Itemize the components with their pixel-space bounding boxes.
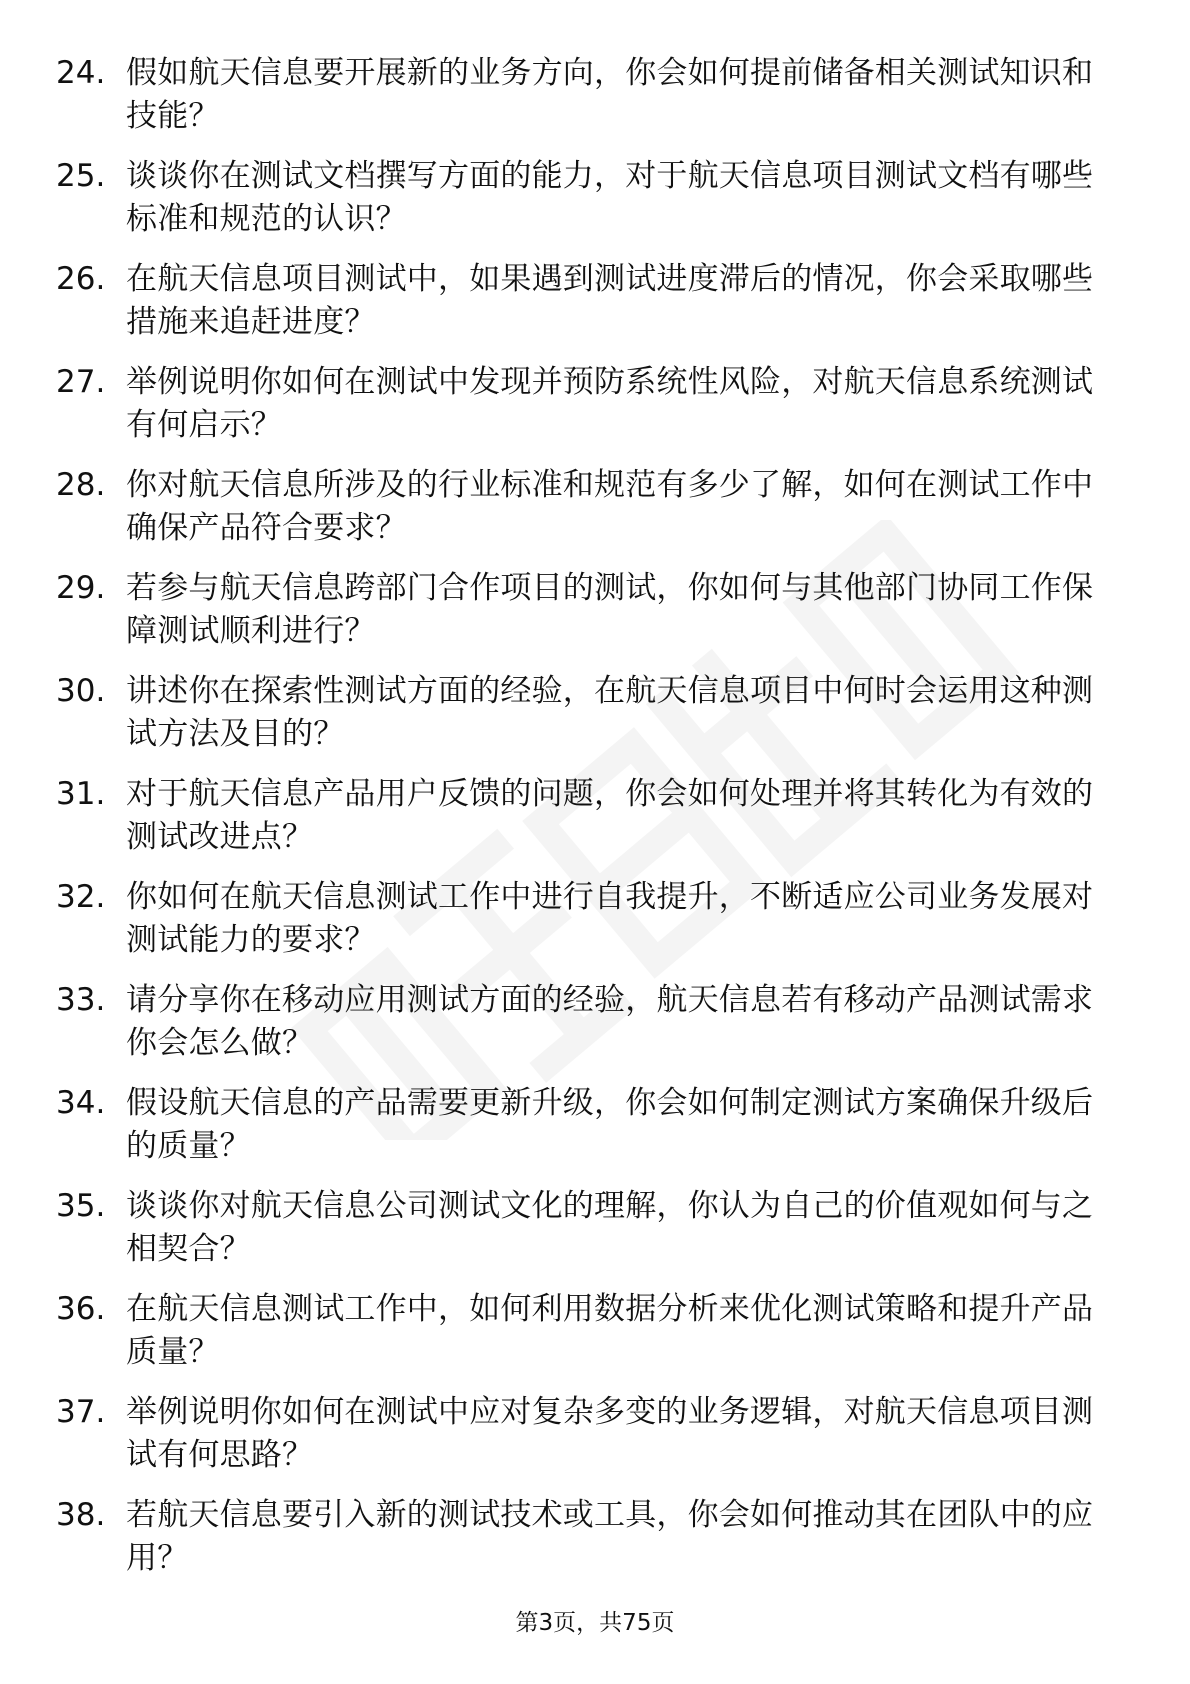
list-item <box>56 773 1136 876</box>
page-number-label: 第3页，共75页 <box>515 1610 675 1636</box>
question-text: 在航天信息项目测试中，如果遇到测试进度滞后的情况，你会采取哪些措施来追赶进度？ <box>126 261 1094 340</box>
question-number: 28. <box>56 467 106 503</box>
question-number: 37. <box>56 1394 106 1430</box>
question-number: 29. <box>56 570 106 606</box>
list-item <box>56 258 1136 361</box>
question-number: 25. <box>56 158 106 194</box>
list-item <box>56 155 1136 258</box>
question-text: 请分享你在移动应用测试方面的经验，航天信息若有移动产品测试需求你会怎么做？ <box>126 982 1094 1061</box>
question-number: 27. <box>56 364 106 400</box>
list-item <box>56 361 1136 464</box>
page-footer <box>0 1608 1190 1638</box>
question-text: 若参与航天信息跨部门合作项目的测试，你如何与其他部门协同工作保障测试顺利进行？ <box>126 570 1094 649</box>
list-item <box>56 52 1136 155</box>
question-text: 若航天信息要引入新的测试技术或工具，你会如何推动其在团队中的应用？ <box>126 1497 1094 1576</box>
list-item <box>56 1082 1136 1185</box>
question-number: 38. <box>56 1497 106 1533</box>
question-number: 34. <box>56 1085 106 1121</box>
question-number: 32. <box>56 879 106 915</box>
question-text: 假设航天信息的产品需要更新升级，你会如何制定测试方案确保升级后的质量？ <box>126 1085 1094 1164</box>
question-number: 26. <box>56 261 106 297</box>
question-text: 举例说明你如何在测试中发现并预防系统性风险，对航天信息系统测试有何启示？ <box>126 364 1094 443</box>
question-number: 31. <box>56 776 106 812</box>
question-number: 30. <box>56 673 106 709</box>
question-text: 假如航天信息要开展新的业务方向，你会如何提前储备相关测试知识和技能？ <box>126 55 1094 134</box>
question-text: 对于航天信息产品用户反馈的问题，你会如何处理并将其转化为有效的测试改进点？ <box>126 776 1094 855</box>
question-text: 在航天信息测试工作中，如何利用数据分析来优化测试策略和提升产品质量？ <box>126 1291 1094 1370</box>
list-item <box>56 1494 1136 1597</box>
list-item <box>56 1185 1136 1288</box>
list-item <box>56 1288 1136 1391</box>
question-text: 谈谈你对航天信息公司测试文化的理解，你认为自己的价值观如何与之相契合？ <box>126 1188 1094 1267</box>
list-item <box>56 1391 1136 1494</box>
question-text: 你对航天信息所涉及的行业标准和规范有多少了解，如何在测试工作中确保产品符合要求？ <box>126 467 1094 546</box>
question-text: 你如何在航天信息测试工作中进行自我提升，不断适应公司业务发展对测试能力的要求？ <box>126 879 1094 958</box>
list-item <box>56 670 1136 773</box>
list-item <box>56 464 1136 567</box>
question-text: 谈谈你在测试文档撰写方面的能力，对于航天信息项目测试文档有哪些标准和规范的认识？ <box>126 158 1094 237</box>
question-number: 24. <box>56 55 106 91</box>
question-number: 33. <box>56 982 106 1018</box>
question-number: 36. <box>56 1291 106 1327</box>
list-item <box>56 979 1136 1082</box>
question-text: 举例说明你如何在测试中应对复杂多变的业务逻辑，对航天信息项目测试有何思路？ <box>126 1394 1094 1473</box>
question-list <box>56 52 1136 1597</box>
question-text: 讲述你在探索性测试方面的经验，在航天信息项目中何时会运用这种测试方法及目的？ <box>126 673 1094 752</box>
list-item <box>56 876 1136 979</box>
question-number: 35. <box>56 1188 106 1224</box>
list-item <box>56 567 1136 670</box>
